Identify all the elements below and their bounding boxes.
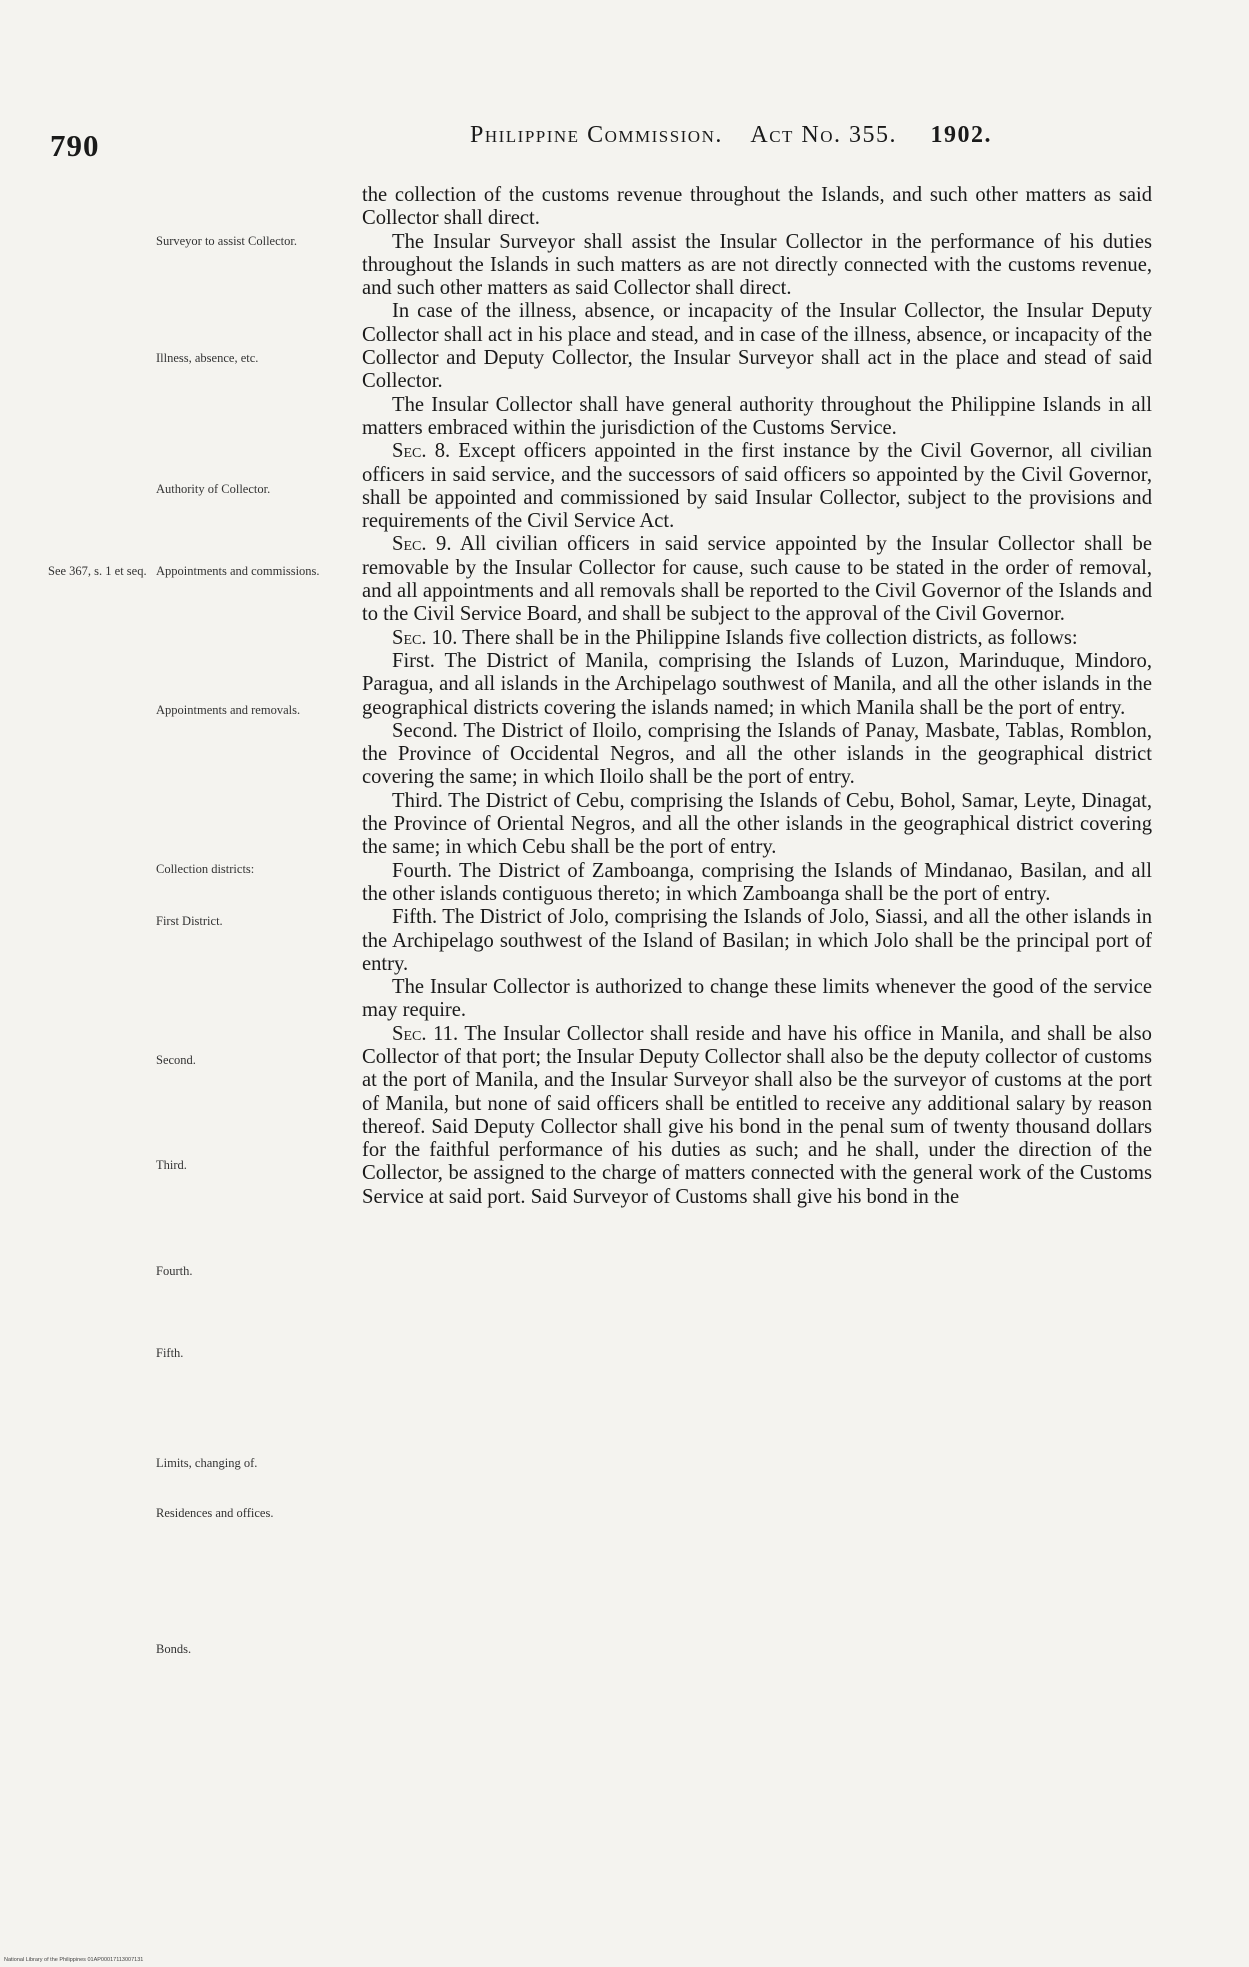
margin-note-first-district: First District.	[156, 914, 223, 928]
margin-note-appointments-commissions: Appointments and commissions.	[156, 564, 320, 578]
paragraph-surveyor	[362, 231, 1152, 301]
paragraph-fourth-district	[362, 860, 1152, 907]
running-head-title: Philippine Commission.	[470, 122, 723, 148]
margin-note-residences: Residences and offices.	[156, 1506, 274, 1520]
margin-note-limits: Limits, changing of.	[156, 1456, 258, 1470]
paragraph-text: Fifth. The District of Jolo, comprising the Islands of Jolo, Siassi, and all the other islands in the Archipelago southwest of the Island of Basilan; in which Jolo shall be the principal port of entry.	[362, 906, 1152, 975]
paragraph-sec-9	[362, 533, 1152, 626]
margin-note-collection-districts: Collection districts:	[156, 862, 255, 876]
margin-note-appointments-removals: Appointments and removals.	[156, 703, 301, 717]
paragraph-text: The Insular Collector shall have general authority throughout the Philippine Islands in all matters embraced within the jurisdiction of the Customs Service.	[362, 393, 1152, 439]
section-label: Sec. 8.	[392, 440, 451, 463]
margin-note-fourth: Fourth.	[156, 1264, 193, 1278]
paragraph-first-district	[362, 650, 1152, 720]
cross-reference-note: See 367, s. 1 et seq.	[48, 564, 147, 578]
margin-note-surveyor: Surveyor to assist Collector.	[156, 234, 297, 248]
running-head	[470, 122, 992, 149]
paragraph-text: Fourth. The District of Zamboanga, comprising the Islands of Mindanao, Basilan, and all the other islands contiguous thereto; in which Zamboanga shall be the port of entry.	[362, 859, 1152, 905]
paragraph-text: All civilian officers in said service appointed by the Insular Collector shall be removable by the Insular Collector for cause, such cause to be stated in the order of removal, and all appointments and all removals shall be reported to the Civil Governor of the Islands and to the Civil Service Board, and shall be subject to the approval of the Civil Governor.	[362, 533, 1152, 626]
paragraph-text: The Insular Surveyor shall assist the Insular Collector in the performance of his duties throughout the Islands in such matters as are not directly connected with the customs revenue, and such other matters as said Collector shall direct.	[362, 230, 1152, 300]
paragraph-fifth-district	[362, 906, 1152, 976]
section-label: Sec. 11.	[392, 1022, 459, 1045]
running-head-year: 1902.	[930, 122, 993, 148]
margin-note-third: Third.	[156, 1158, 187, 1172]
margin-note-authority: Authority of Collector.	[156, 482, 271, 496]
paragraph-limits	[362, 976, 1152, 1023]
body-text	[362, 184, 1152, 1209]
paragraph-text: the collection of the customs revenue throughout the Islands, and such other matters as said Collector shall direct.	[362, 184, 1152, 230]
paragraph-authority	[362, 394, 1152, 441]
paragraph-third-district	[362, 790, 1152, 860]
paragraph-continuation	[362, 184, 1152, 231]
margin-note-illness: Illness, absence, etc.	[156, 351, 259, 365]
paragraph-text: Second. The District of Iloilo, comprising the Islands of Panay, Masbate, Tablas, Romblon, the Province of Occidental Negros, and all the other islands in the geographical district covering the same; in which Iloilo shall be the port of entry.	[362, 719, 1152, 789]
section-label: Sec. 9.	[392, 533, 452, 556]
paragraph-text: In case of the illness, absence, or incapacity of the Insular Collector, the Insular Deputy Collector shall act in his place and stead, and in case of the illness, absence, or incapacity of the Collector and Deputy Collector, the Insular Surveyor shall act in the place and stead of said Collector.	[362, 300, 1152, 393]
paragraph-text: There shall be in the Philippine Islands five collection districts, as follows:	[462, 626, 1078, 649]
paragraph-second-district	[362, 720, 1152, 790]
margin-note-bonds: Bonds.	[156, 1642, 192, 1656]
page-number: 790	[50, 128, 100, 163]
margin-note-second: Second.	[156, 1053, 196, 1067]
paragraph-sec-11	[362, 1023, 1152, 1209]
paragraph-text: The Insular Collector shall reside and have his office in Manila, and shall be also Collector of that port; the Insular Deputy Collector shall also be the deputy collector of customs at the port of Manila, and the Insular Surveyor shall also be the surveyor of customs at the port of Manila, but none of said officers shall be entitled to receive any additional salary by reason thereof. Said Deputy Collector shall give his bond in the penal sum of twenty thousand dollars for the faithful performance of his duties as such; and he shall, under the direction of the Collector, be assigned to the charge of matters connected with the general work of the Customs Service at said port. Said Surveyor of Customs shall give his bond in the	[362, 1022, 1152, 1208]
library-footer: National Library of the Philippines 01AP00017113007131	[4, 1957, 144, 1963]
paragraph-text: The Insular Collector is authorized to change these limits whenever the good of the service may require.	[362, 976, 1152, 1022]
paragraph-illness	[362, 300, 1152, 393]
running-head-act: Act No. 355.	[750, 122, 898, 148]
margin-note-fifth: Fifth.	[156, 1346, 184, 1360]
paragraph-text: Except officers appointed in the first instance by the Civil Governor, all civilian officers in said service, and the successors of said officers so appointed by the Civil Governor, shall be appointed and commissioned by said Insular Collector, subject to the provisions and requirements of the Civil Service Act.	[362, 440, 1152, 533]
paragraph-text: First. The District of Manila, comprising the Islands of Luzon, Marinduque, Mindoro, Paragua, and all islands in the Archipelago southwest of Manila, and all the other islands in the geographical districts covering the islands named; in which Manila shall be the port of entry.	[362, 649, 1152, 719]
section-label: Sec. 10.	[392, 626, 458, 649]
paragraph-text: Third. The District of Cebu, comprising the Islands of Cebu, Bohol, Samar, Leyte, Dinagat, the Province of Oriental Negros, and all the other islands in the geographical district covering the same; in which Cebu shall be the port of entry.	[362, 789, 1152, 859]
paragraph-sec-10	[362, 627, 1152, 650]
paragraph-sec-8	[362, 440, 1152, 533]
